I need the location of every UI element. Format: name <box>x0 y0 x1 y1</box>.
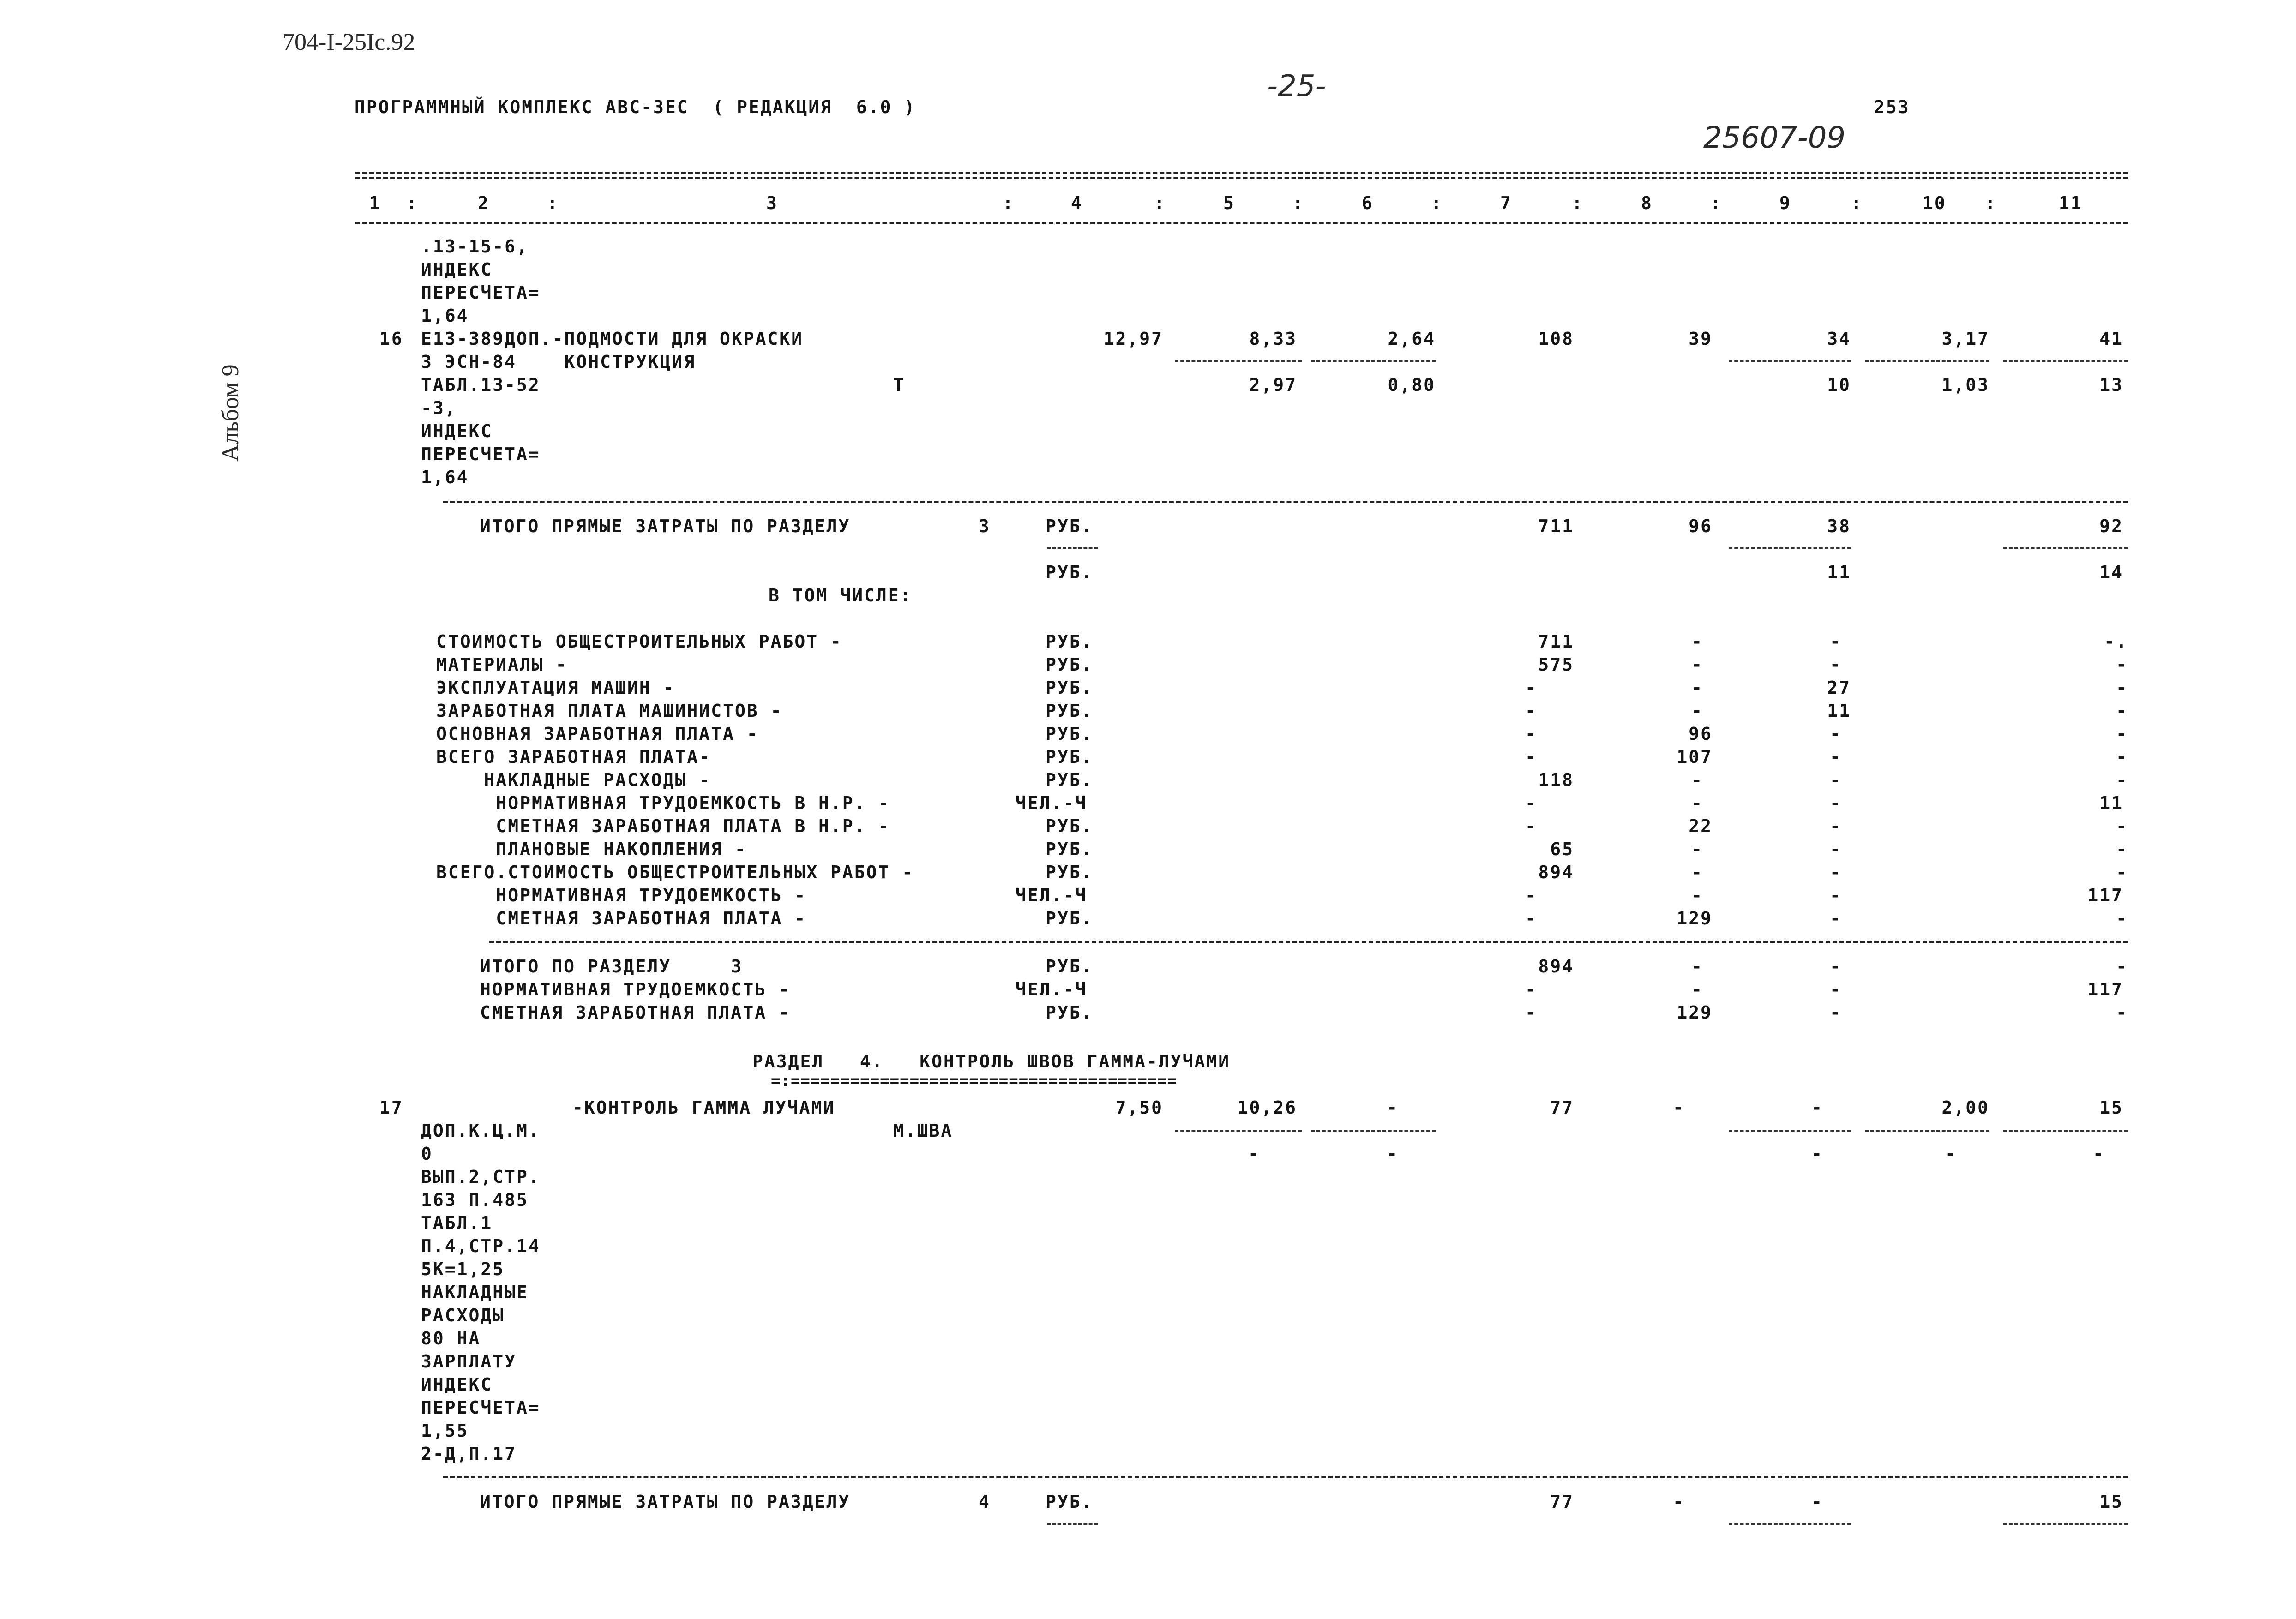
including-heading: В ТОМ ЧИСЛЕ: <box>769 585 912 606</box>
cell-divider <box>2003 547 2128 549</box>
cell-col8: - <box>1691 979 1703 1000</box>
text-line: 3 ЭСН-84 КОНСТРУКЦИЯ <box>421 352 696 372</box>
text-line: -3, <box>421 398 457 418</box>
cell-col4: 12,97 <box>1103 329 1163 349</box>
section-rule <box>489 941 2128 943</box>
text-line: П.4,СТР.14 <box>421 1236 541 1256</box>
col-1: 1 <box>369 193 381 213</box>
text-line: 0 <box>421 1144 433 1164</box>
breakdown-label: ВСЕГО.СТОИМОСТЬ ОБЩЕСТРОИТЕЛЬНЫХ РАБОТ - <box>436 862 914 882</box>
sheet-code: 704-I-25Ic.92 <box>282 29 415 55</box>
unit: РУБ. <box>1046 839 1094 859</box>
breakdown-label: ОСНОВНАЯ ЗАРАБОТНАЯ ПЛАТА - <box>436 724 759 744</box>
section-4-title: РАЗДЕЛ 4. КОНТРОЛЬ ШВОВ ГАММА-ЛУЧАМИ <box>752 1051 1231 1072</box>
text-line: ВЫП.2,СТР. <box>421 1167 541 1187</box>
cell-col5: 2,97 <box>1249 375 1297 395</box>
text-line: ПЕРЕСЧЕТА= <box>421 1397 541 1418</box>
cell-col8: - <box>1691 654 1703 675</box>
text-line: 1,64 <box>421 306 469 326</box>
unit: РУБ. <box>1046 747 1094 767</box>
cell-col9: - <box>1830 862 1842 882</box>
col-sep: : <box>547 193 559 213</box>
cell-col7: 575 <box>1538 654 1574 675</box>
cell-col9: - <box>1830 654 1842 675</box>
unit: РУБ. <box>1046 516 1094 536</box>
cell-col11: 41 <box>2099 329 2123 349</box>
cell-col8: 22 <box>1689 816 1713 836</box>
col-10: 10 <box>1923 193 1947 213</box>
cell-divider <box>1729 360 1851 362</box>
cell-col8: - <box>1691 678 1703 698</box>
cell-col7: 711 <box>1538 516 1574 536</box>
text-line: ДОП.К.Ц.М. <box>421 1121 541 1141</box>
breakdown-label: НАКЛАДНЫЕ РАСХОДЫ - <box>436 770 711 790</box>
registration-number: 25607-09 <box>1703 121 1846 155</box>
cell-col7: - <box>1525 908 1537 929</box>
cell-col9: - <box>1830 631 1842 652</box>
unit: РУБ. <box>1046 678 1094 698</box>
cell-col7: - <box>1525 678 1537 698</box>
breakdown-label: ПЛАНОВЫЕ НАКОПЛЕНИЯ - <box>436 839 747 859</box>
unit: ЧЕЛ.-Ч <box>1016 793 1088 813</box>
cell-col8: - <box>1691 839 1703 859</box>
cell-col9: - <box>1830 979 1842 1000</box>
cell-divider <box>1047 547 1098 549</box>
text-line: 2-Д,П.17 <box>421 1444 517 1464</box>
cell-col11: 15 <box>2099 1492 2123 1512</box>
cell-col7: - <box>1525 724 1537 744</box>
text-line: ПЕРЕСЧЕТА= <box>421 444 541 464</box>
cell-divider <box>1729 547 1851 549</box>
col-sep: : <box>1985 193 1997 213</box>
cell-col9: 11 <box>1827 701 1851 721</box>
cell-col6: - <box>1387 1144 1399 1164</box>
cell-col9: - <box>1830 816 1842 836</box>
cell-col8: 96 <box>1689 516 1713 536</box>
cell-col8: - <box>1691 793 1703 813</box>
cell-col9: 11 <box>1827 562 1851 582</box>
cell-divider <box>1729 1523 1851 1525</box>
col-3: 3 <box>766 193 778 213</box>
cell-col11: - <box>2116 701 2128 721</box>
unit: ЧЕЛ.-Ч <box>1016 885 1088 905</box>
unit: РУБ. <box>1046 956 1094 977</box>
section-4-underline: =:======================================= <box>771 1072 1178 1090</box>
cell-col7: - <box>1525 701 1537 721</box>
unit: РУБ. <box>1046 862 1094 882</box>
cell-col11: 92 <box>2099 516 2123 536</box>
position-number: 16 <box>379 329 403 349</box>
cell-divider <box>2003 1523 2128 1525</box>
cell-col7: - <box>1525 793 1537 813</box>
cell-col4: 7,50 <box>1115 1097 1163 1118</box>
section-rule <box>443 501 2128 503</box>
cell-col5: 10,26 <box>1237 1097 1297 1118</box>
cell-col9: - <box>1830 956 1842 977</box>
col-sep: : <box>406 193 418 213</box>
cell-col8: 129 <box>1677 908 1713 929</box>
text-line: ИНДЕКС <box>421 421 493 441</box>
col-sep: : <box>1431 193 1443 213</box>
cell-col7: 894 <box>1538 862 1574 882</box>
total-label: ИТОГО ПРЯМЫЕ ЗАТРАТЫ ПО РАЗДЕЛУ <box>480 1492 851 1512</box>
cell-col6: - <box>1387 1097 1399 1118</box>
cell-col7: 77 <box>1550 1097 1574 1118</box>
cell-col9: 34 <box>1827 329 1851 349</box>
cell-col11: - <box>2116 839 2128 859</box>
cell-col7: - <box>1525 979 1537 1000</box>
cell-col6: 2,64 <box>1388 329 1436 349</box>
breakdown-label: НОРМАТИВНАЯ ТРУДОЕМКОСТЬ - <box>436 885 807 905</box>
cell-col5: 8,33 <box>1249 329 1297 349</box>
text-line: 1,55 <box>421 1421 469 1441</box>
text-line: ЗАРПЛАТУ <box>421 1351 517 1372</box>
col-sep: : <box>1003 193 1015 213</box>
cell-col5: - <box>1248 1144 1260 1164</box>
unit: РУБ. <box>1046 770 1094 790</box>
text-line: ПЕРЕСЧЕТА= <box>421 282 541 303</box>
position-number: 17 <box>379 1097 403 1118</box>
cell-col9: - <box>1830 747 1842 767</box>
total-label: ИТОГО ПО РАЗДЕЛУ 3 <box>480 956 743 977</box>
cell-divider <box>1311 360 1436 362</box>
breakdown-label: МАТЕРИАЛЫ - <box>436 654 568 675</box>
cell-col8: 129 <box>1677 1002 1713 1023</box>
header-rule-bottom <box>355 222 2128 224</box>
cell-divider <box>2003 360 2128 362</box>
col-8: 8 <box>1641 193 1653 213</box>
header-rule-top2 <box>355 177 2128 179</box>
text-line: 5К=1,25 <box>421 1259 505 1279</box>
col-sep: : <box>1710 193 1722 213</box>
col-9: 9 <box>1779 193 1791 213</box>
unit: РУБ. <box>1046 908 1094 929</box>
program-title: ПРОГРАММНЫЙ КОМПЛЕКС АВС-3ЕС ( РЕДАКЦИЯ 6.0 ) <box>355 97 916 117</box>
col-4: 4 <box>1071 193 1083 213</box>
cell-col9: - <box>1830 1002 1842 1023</box>
cell-col8: 39 <box>1689 329 1713 349</box>
section-number: 3 <box>979 516 991 536</box>
cell-col11: 117 <box>2087 885 2123 905</box>
unit: РУБ. <box>1046 701 1094 721</box>
col-7: 7 <box>1500 193 1512 213</box>
breakdown-label: ЭКСПЛУАТАЦИЯ МАШИН - <box>436 678 675 698</box>
unit: М.ШВА <box>893 1121 953 1141</box>
cell-col11: - <box>2116 908 2128 929</box>
cell-col7: - <box>1525 747 1537 767</box>
cell-col9: - <box>1830 724 1842 744</box>
section-rule <box>443 1476 2128 1478</box>
cell-col11: - <box>2116 724 2128 744</box>
cell-col11: - <box>2116 956 2128 977</box>
cell-col7: 118 <box>1538 770 1574 790</box>
cell-col11: - <box>2116 678 2128 698</box>
cell-col8: - <box>1691 631 1703 652</box>
text-line: 80 НА <box>421 1328 481 1349</box>
cell-col11: - <box>2116 816 2128 836</box>
unit: РУБ. <box>1046 631 1094 652</box>
text-line: ИНДЕКС <box>421 259 493 280</box>
col-sep: : <box>1851 193 1863 213</box>
cell-col11: -. <box>2104 631 2128 652</box>
cell-col9: - <box>1811 1097 1823 1118</box>
cell-col9: - <box>1830 839 1842 859</box>
cell-col7: 894 <box>1538 956 1574 977</box>
breakdown-label: СМЕТНАЯ ЗАРАБОТНАЯ ПЛАТА - <box>436 908 807 929</box>
text-line: НАКЛАДНЫЕ <box>421 1282 529 1302</box>
breakdown-label: ЗАРАБОТНАЯ ПЛАТА МАШИНИСТОВ - <box>436 701 783 721</box>
cell-col9: - <box>1830 908 1842 929</box>
cell-divider <box>1865 360 1989 362</box>
total-label: СМЕТНАЯ ЗАРАБОТНАЯ ПЛАТА - <box>480 1002 791 1023</box>
cell-col9: - <box>1830 885 1842 905</box>
cell-col8: - <box>1673 1097 1685 1118</box>
unit: РУБ. <box>1046 1002 1094 1023</box>
total-label: НОРМАТИВНАЯ ТРУДОЕМКОСТЬ - <box>480 979 791 1000</box>
breakdown-label: НОРМАТИВНАЯ ТРУДОЕМКОСТЬ В Н.Р. - <box>436 793 890 813</box>
cell-col7: 65 <box>1550 839 1574 859</box>
cell-col9: - <box>1811 1492 1823 1512</box>
unit: ЧЕЛ.-Ч <box>1016 979 1088 1000</box>
breakdown-label: СТОИМОСТЬ ОБЩЕСТРОИТЕЛЬНЫХ РАБОТ - <box>436 631 842 652</box>
cell-divider <box>1047 1523 1098 1525</box>
breakdown-label: СМЕТНАЯ ЗАРАБОТНАЯ ПЛАТА В Н.Р. - <box>436 816 890 836</box>
text-line: ТАБЛ.1 <box>421 1213 493 1233</box>
col-sep: : <box>1292 193 1304 213</box>
cell-col7: - <box>1525 885 1537 905</box>
header-rule-top <box>355 172 2128 174</box>
cell-col9: 10 <box>1827 375 1851 395</box>
cell-divider <box>1175 1130 1302 1132</box>
cell-col11: 15 <box>2099 1097 2123 1118</box>
cell-col6: 0,80 <box>1388 375 1436 395</box>
cell-col8: - <box>1673 1492 1685 1512</box>
col-2: 2 <box>478 193 490 213</box>
cell-col9: 38 <box>1827 516 1851 536</box>
text-line: 163 П.485 <box>421 1190 529 1210</box>
cell-divider <box>1175 360 1302 362</box>
cell-col10: 1,03 <box>1941 375 1989 395</box>
cell-col8: 96 <box>1689 724 1713 744</box>
text-line: ИНДЕКС <box>421 1374 493 1395</box>
col-6: 6 <box>1362 193 1374 213</box>
text-line: 1,64 <box>421 467 469 487</box>
cell-col11: - <box>2116 1002 2128 1023</box>
text-line: РАСХОДЫ <box>421 1305 505 1325</box>
cell-col11: 13 <box>2099 375 2123 395</box>
cell-col9: - <box>1830 770 1842 790</box>
page-number: -25- <box>1267 69 1326 103</box>
cell-col11: - <box>2116 654 2128 675</box>
cell-col8: - <box>1691 770 1703 790</box>
breakdown-label: ВСЕГО ЗАРАБОТНАЯ ПЛАТА- <box>436 747 711 767</box>
cell-col7: - <box>1525 816 1537 836</box>
cell-divider <box>1729 1130 1851 1132</box>
col-11: 11 <box>2059 193 2083 213</box>
cell-col11: - <box>2116 747 2128 767</box>
cell-col9: - <box>1811 1144 1823 1164</box>
position-title: Е13-389ДОП.-ПОДМОСТИ ДЛЯ ОКРАСКИ <box>421 329 804 349</box>
cell-col11: 117 <box>2087 979 2123 1000</box>
section-number: 4 <box>979 1492 991 1512</box>
cell-col9: - <box>1830 793 1842 813</box>
text-line: ТАБЛ.13-52 <box>421 375 541 395</box>
cell-col7: - <box>1525 1002 1537 1023</box>
cell-col11: - <box>2116 862 2128 882</box>
cell-divider <box>1865 1130 1989 1132</box>
cell-col11: 11 <box>2099 793 2123 813</box>
cell-col7: 77 <box>1550 1492 1574 1512</box>
cell-col8: - <box>1691 701 1703 721</box>
cell-col10: - <box>1945 1144 1957 1164</box>
cell-col9: 27 <box>1827 678 1851 698</box>
total-label: ИТОГО ПРЯМЫЕ ЗАТРАТЫ ПО РАЗДЕЛУ <box>480 516 851 536</box>
col-5: 5 <box>1223 193 1235 213</box>
cell-col10: 3,17 <box>1941 329 1989 349</box>
cell-divider <box>2003 1130 2128 1132</box>
unit: Т <box>893 375 905 395</box>
col-sep: : <box>1154 193 1166 213</box>
cell-col7: 108 <box>1538 329 1574 349</box>
unit: РУБ. <box>1046 654 1094 675</box>
cell-col8: - <box>1691 862 1703 882</box>
cell-col7: 711 <box>1538 631 1574 652</box>
position-title: -КОНТРОЛЬ ГАММА ЛУЧАМИ <box>572 1097 835 1118</box>
cell-col11: 14 <box>2099 562 2123 582</box>
cell-col8: 107 <box>1677 747 1713 767</box>
cell-col10: 2,00 <box>1941 1097 1989 1118</box>
unit: РУБ. <box>1046 816 1094 836</box>
cell-col8: - <box>1691 885 1703 905</box>
cell-col11: - <box>2093 1144 2105 1164</box>
sheet-number: 253 <box>1874 97 1910 117</box>
text-line: .13-15-6, <box>421 236 529 257</box>
unit: РУБ. <box>1046 724 1094 744</box>
cell-divider <box>1311 1130 1436 1132</box>
cell-col8: - <box>1691 956 1703 977</box>
cell-col11: - <box>2116 770 2128 790</box>
album-label: Альбом 9 <box>217 364 244 462</box>
col-sep: : <box>1572 193 1584 213</box>
unit: РУБ. <box>1046 562 1094 582</box>
unit: РУБ. <box>1046 1492 1094 1512</box>
